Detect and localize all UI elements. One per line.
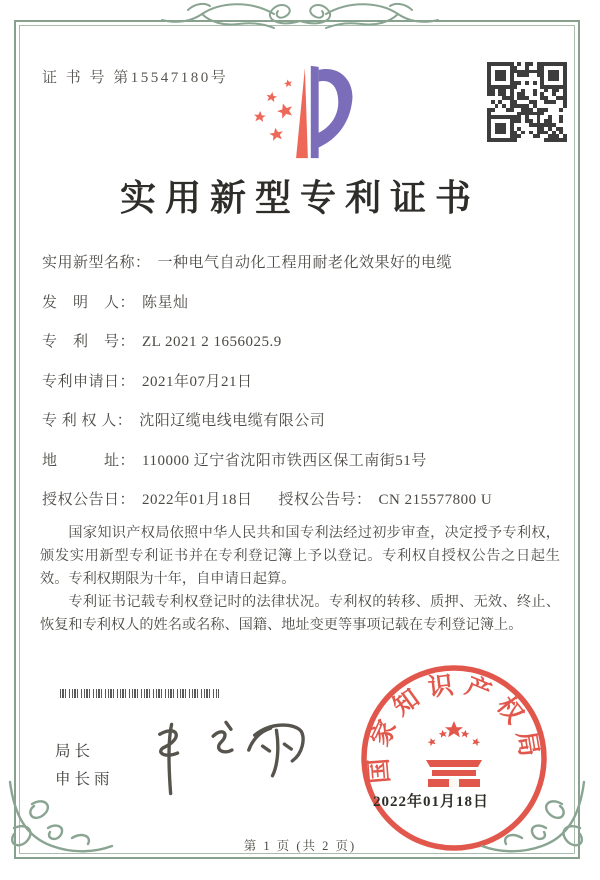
field-label: 专 利 权 人：	[42, 413, 133, 429]
page-footer: 第 1 页 (共 2 页)	[243, 839, 357, 853]
grant-no-label: 授权公告号：	[278, 492, 372, 508]
signer-name: 申长雨	[55, 771, 114, 788]
seal-text: 国家知识产权局	[364, 671, 544, 785]
field-row-address	[42, 451, 562, 491]
field-label: 专 利 号：	[42, 334, 136, 350]
legal-text	[40, 522, 560, 637]
certificate-title: 实用新型专利证书	[119, 178, 480, 218]
top-flourish-ornament	[158, 0, 442, 40]
cnipa-logo	[238, 58, 362, 166]
field-row-filing-date	[42, 372, 562, 412]
barcode	[60, 689, 219, 698]
logo-purple-bowl	[315, 69, 353, 148]
seal-date: 2022年01月18日	[373, 794, 490, 810]
field-value: 沈阳辽缆电线电缆有限公司	[139, 413, 326, 429]
field-label: 地 址：	[42, 452, 136, 469]
logo-stars	[253, 79, 294, 142]
field-value: 110000 辽宁省沈阳市铁西区保工南街51号	[142, 452, 427, 469]
field-row-patent-no	[42, 332, 562, 372]
legal-paragraph-2: 专利证书记载专利权登记时的法律状况。专利权的转移、质押、无效、终止、恢复和专利权人的姓名或名称、国籍、地址变更等事项记载在专利登记簿上。	[40, 594, 560, 633]
field-label: 实用新型名称：	[42, 255, 151, 271]
grant-date-label: 授权公告日：	[42, 492, 136, 508]
field-label: 发 明 人：	[42, 294, 136, 311]
field-value: 陈星灿	[142, 294, 189, 311]
field-list	[42, 253, 562, 530]
field-row-name	[42, 253, 562, 293]
handwritten-signature	[138, 708, 316, 800]
field-value: ZL 2021 2 1656025.9	[142, 334, 282, 350]
certificate-number: 证 书 号 第15547180号	[42, 70, 229, 86]
seal-emblem	[426, 721, 482, 787]
field-label: 专利申请日：	[42, 373, 136, 390]
qr-code	[487, 62, 567, 142]
grant-no-value: CN 215577800 U	[378, 492, 493, 508]
field-row-inventor	[42, 293, 562, 333]
legal-paragraph-1: 国家知识产权局依照中华人民共和国专利法经过初步审查，决定授予专利权，颁发实用新型专利证书并在专利登记簿上予以登记。专利权自授权公告之日起生效。专利权期限为十年，自申请日起算。	[40, 525, 560, 587]
logo-red-spike	[296, 68, 308, 158]
field-value: 2021年07月21日	[142, 373, 253, 390]
bottom-right-flourish	[480, 776, 592, 862]
grant-date-value: 2022年01月18日	[142, 492, 253, 508]
bottom-left-flourish	[2, 776, 114, 862]
field-value: 一种电气自动化工程用耐老化效果好的电缆	[157, 255, 453, 271]
signer-title: 局长	[55, 743, 95, 760]
field-row-patentee	[42, 411, 562, 451]
